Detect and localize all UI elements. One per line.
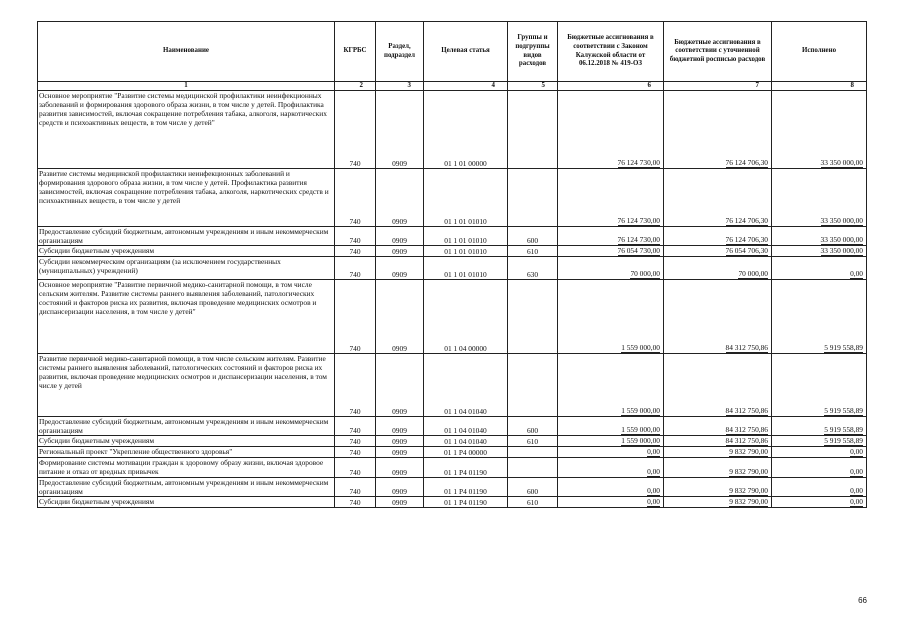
row-group: [508, 458, 558, 478]
row-budget-law-cell: [558, 354, 664, 417]
col-number: 8: [772, 82, 867, 91]
row-executed: 0,00: [850, 467, 863, 477]
col-number: 5: [508, 82, 558, 91]
row-budget-refined: 76 124 706,30: [725, 235, 768, 245]
row-name: Субсидии бюджетным учреждениям: [38, 436, 335, 447]
row-section: 0909: [376, 227, 424, 246]
row-executed: 33 350 000,00: [820, 158, 863, 167]
row-target: 01 1 01 00000: [424, 91, 508, 169]
row-budget-law: 76 124 730,00: [617, 235, 660, 245]
row-executed: 0,00: [850, 269, 863, 279]
row-budget-refined: 9 832 790,00: [729, 447, 768, 457]
row-budget-refined: 9 832 790,00: [729, 486, 768, 496]
row-executed-cell: [772, 246, 867, 257]
col-header-groups: Группы и подгруппы видов расходов: [508, 22, 558, 82]
table-row: [38, 417, 867, 436]
table-row: [38, 478, 867, 497]
row-executed-cell: [772, 280, 867, 354]
row-budget-refined-cell: [664, 417, 772, 436]
row-target: 01 1 01 01010: [424, 257, 508, 280]
row-section: 0909: [376, 91, 424, 169]
row-budget-refined: 9 832 790,00: [729, 467, 768, 477]
row-name: Субсидии бюджетным учреждениям: [38, 246, 335, 257]
row-krbs: 740: [335, 458, 376, 478]
row-executed: 5 919 558,89: [824, 436, 863, 446]
row-section: 0909: [376, 257, 424, 280]
col-header-target: Целевая статья: [424, 22, 508, 82]
col-header-executed: Исполнено: [772, 22, 867, 82]
row-target: 01 1 04 01040: [424, 354, 508, 417]
row-name: Развитие первичной медико-санитарной помощи, в том числе сельским жителям. Развитие системы раннего выявления заболеваний, патологических состояний и факторов риска их развития, включая проведение медицинских осмотров и диспансеризации населения, в том числе у детей: [38, 354, 335, 417]
row-name: Основное мероприятие "Развитие первичной медико-санитарной помощи, в том числе сельским жителям. Развитие системы раннего выявления заболеваний, патологических состояний и факторов риска их развития, включая проведение медицинских осмотров и диспансеризации населения, в том числе у детей": [38, 280, 335, 354]
row-target: 01 1 04 01040: [424, 417, 508, 436]
row-budget-refined: 84 312 750,86: [725, 406, 768, 416]
row-budget-law: 76 054 730,00: [617, 246, 660, 256]
row-krbs: 740: [335, 91, 376, 169]
table-row: [38, 497, 867, 508]
row-section: 0909: [376, 436, 424, 447]
row-executed: 5 919 558,89: [824, 425, 863, 435]
row-budget-refined: 76 124 706,30: [725, 216, 768, 225]
row-budget-refined-cell: [664, 280, 772, 354]
row-group: 600: [508, 478, 558, 497]
row-section: 0909: [376, 246, 424, 257]
row-name: Региональный проект "Укрепление общественного здоровья": [38, 447, 335, 458]
row-budget-law-cell: [558, 246, 664, 257]
row-budget-refined-cell: [664, 458, 772, 478]
row-executed-cell: [772, 354, 867, 417]
table-row: [38, 246, 867, 257]
row-group: [508, 91, 558, 169]
row-group: 630: [508, 257, 558, 280]
row-target: 01 1 04 01040: [424, 436, 508, 447]
table-row: [38, 257, 867, 280]
col-number: 1: [38, 82, 335, 91]
col-header-budget-law: Бюджетные ассигнования в соответствии с Законом Калужской области от 06.12.2018 № 419-ОЗ: [558, 22, 664, 82]
col-number: 2: [335, 82, 376, 91]
row-target: 01 1 P4 00000: [424, 447, 508, 458]
row-budget-refined: 84 312 750,86: [725, 425, 768, 435]
row-krbs: 740: [335, 354, 376, 417]
row-budget-refined-cell: [664, 227, 772, 246]
row-krbs: 740: [335, 478, 376, 497]
col-header-krbs: КГРБС: [335, 22, 376, 82]
row-budget-law-cell: [558, 227, 664, 246]
row-group: 600: [508, 417, 558, 436]
row-executed: 0,00: [850, 497, 863, 507]
row-budget-law-cell: [558, 257, 664, 280]
table-row: [38, 91, 867, 169]
col-header-name: Наименование: [38, 22, 335, 82]
row-name: Субсидии бюджетным учреждениям: [38, 497, 335, 508]
row-krbs: 740: [335, 447, 376, 458]
row-executed-cell: [772, 458, 867, 478]
col-header-budget-refined: Бюджетные ассигнования в соответствии с уточненной бюджетной росписью расходов: [664, 22, 772, 82]
row-executed-cell: [772, 497, 867, 508]
table-row: [38, 447, 867, 458]
row-budget-law: 1 559 000,00: [621, 406, 660, 416]
row-executed: 0,00: [850, 486, 863, 496]
row-budget-law-cell: [558, 436, 664, 447]
row-section: 0909: [376, 354, 424, 417]
column-number-row: [38, 82, 867, 91]
page-number: 66: [858, 596, 867, 605]
row-budget-law: 1 559 000,00: [621, 436, 660, 446]
row-name: Предоставление субсидий бюджетным, автономным учреждениям и иным некоммерческим организациям: [38, 227, 335, 246]
row-executed-cell: [772, 227, 867, 246]
row-group: [508, 447, 558, 458]
table-row: [38, 280, 867, 354]
row-budget-refined-cell: [664, 91, 772, 169]
row-section: 0909: [376, 447, 424, 458]
row-executed-cell: [772, 478, 867, 497]
row-executed: 5 919 558,89: [824, 406, 863, 416]
row-budget-law: 0,00: [647, 486, 660, 496]
row-krbs: 740: [335, 436, 376, 447]
row-name: Развитие системы медицинской профилактики неинфекционных заболеваний и формирования здорового образа жизни, в том числе у детей. Профилактика развития зависимостей, включая сокращение потребления табака, алкоголя, наркотических средств и психоактивных веществ, в том числе у детей: [38, 169, 335, 227]
row-name: Основное мероприятие "Развитие системы медицинской профилактики неинфекционных заболеваний и формирования здорового образа жизни, в том числе у детей. Профилактика развития зависимостей, включая сокращение потребления табака, алкоголя, наркотических средств и психоактивных веществ, в том числе у детей": [38, 91, 335, 169]
row-budget-law-cell: [558, 478, 664, 497]
row-krbs: 740: [335, 246, 376, 257]
row-krbs: 740: [335, 257, 376, 280]
row-budget-law: 76 124 730,00: [617, 216, 660, 225]
row-group: 610: [508, 436, 558, 447]
row-name: Формирование системы мотивации граждан к здоровому образу жизни, включая здоровое питание и отказ от вредных привычек: [38, 458, 335, 478]
row-section: 0909: [376, 280, 424, 354]
row-section: 0909: [376, 497, 424, 508]
row-executed: 33 350 000,00: [820, 216, 863, 225]
row-budget-law: 70 000,00: [630, 269, 660, 279]
row-executed-cell: [772, 257, 867, 280]
row-budget-refined: 76 124 706,30: [725, 158, 768, 167]
row-budget-refined-cell: [664, 436, 772, 447]
row-budget-refined: 70 000,00: [738, 269, 768, 279]
table-row: [38, 458, 867, 478]
header-row: [38, 22, 867, 82]
row-budget-refined-cell: [664, 169, 772, 227]
row-budget-law-cell: [558, 91, 664, 169]
row-executed: 33 350 000,00: [820, 235, 863, 245]
row-name: Предоставление субсидий бюджетным, автономным учреждениям и иным некоммерческим организациям: [38, 478, 335, 497]
row-group: 600: [508, 227, 558, 246]
table-row: [38, 169, 867, 227]
row-budget-refined-cell: [664, 354, 772, 417]
row-krbs: 740: [335, 417, 376, 436]
col-number: 4: [424, 82, 508, 91]
row-target: 01 1 P4 01190: [424, 497, 508, 508]
table-row: [38, 436, 867, 447]
row-executed: 33 350 000,00: [820, 246, 863, 256]
row-budget-law-cell: [558, 497, 664, 508]
row-budget-refined-cell: [664, 497, 772, 508]
row-budget-refined-cell: [664, 447, 772, 458]
row-group: 610: [508, 246, 558, 257]
row-name: Предоставление субсидий бюджетным, автономным учреждениям и иным некоммерческим организациям: [38, 417, 335, 436]
row-target: 01 1 01 01010: [424, 169, 508, 227]
row-budget-law-cell: [558, 447, 664, 458]
col-number: 3: [376, 82, 424, 91]
table-row: [38, 354, 867, 417]
row-budget-refined: 84 312 750,86: [725, 343, 768, 353]
row-executed-cell: [772, 169, 867, 227]
row-target: 01 1 P4 01190: [424, 458, 508, 478]
row-section: 0909: [376, 478, 424, 497]
row-group: [508, 169, 558, 227]
table-row: [38, 227, 867, 246]
col-number: 7: [664, 82, 772, 91]
row-executed-cell: [772, 436, 867, 447]
row-budget-law-cell: [558, 169, 664, 227]
row-target: 01 1 04 00000: [424, 280, 508, 354]
row-budget-law: 76 124 730,00: [617, 158, 660, 167]
row-name: Субсидии некоммерческим организациям (за исключением государственных (муниципальных) учреждений): [38, 257, 335, 280]
row-target: 01 1 P4 01190: [424, 478, 508, 497]
row-budget-law-cell: [558, 417, 664, 436]
row-budget-refined-cell: [664, 478, 772, 497]
row-executed-cell: [772, 447, 867, 458]
row-budget-law: 0,00: [647, 497, 660, 507]
row-krbs: 740: [335, 497, 376, 508]
row-section: 0909: [376, 417, 424, 436]
row-budget-refined: 9 832 790,00: [729, 497, 768, 507]
row-budget-refined: 84 312 750,86: [725, 436, 768, 446]
row-krbs: 740: [335, 227, 376, 246]
row-budget-refined: 76 054 706,30: [725, 246, 768, 256]
row-executed: 0,00: [850, 447, 863, 457]
row-target: 01 1 01 01010: [424, 246, 508, 257]
row-group: [508, 354, 558, 417]
row-executed-cell: [772, 417, 867, 436]
row-target: 01 1 01 01010: [424, 227, 508, 246]
row-executed-cell: [772, 91, 867, 169]
row-budget-law: 0,00: [647, 467, 660, 477]
row-budget-law-cell: [558, 458, 664, 478]
row-section: 0909: [376, 169, 424, 227]
row-group: [508, 280, 558, 354]
col-number: 6: [558, 82, 664, 91]
row-budget-law-cell: [558, 280, 664, 354]
row-budget-law: 1 559 000,00: [621, 425, 660, 435]
row-section: 0909: [376, 458, 424, 478]
row-group: 610: [508, 497, 558, 508]
row-budget-refined-cell: [664, 246, 772, 257]
row-budget-law: 0,00: [647, 447, 660, 457]
row-krbs: 740: [335, 169, 376, 227]
row-krbs: 740: [335, 280, 376, 354]
row-budget-law: 1 559 000,00: [621, 343, 660, 353]
budget-table: [37, 21, 867, 508]
col-header-section: Раздел, подраздел: [376, 22, 424, 82]
row-executed: 5 919 558,89: [824, 343, 863, 353]
row-budget-refined-cell: [664, 257, 772, 280]
